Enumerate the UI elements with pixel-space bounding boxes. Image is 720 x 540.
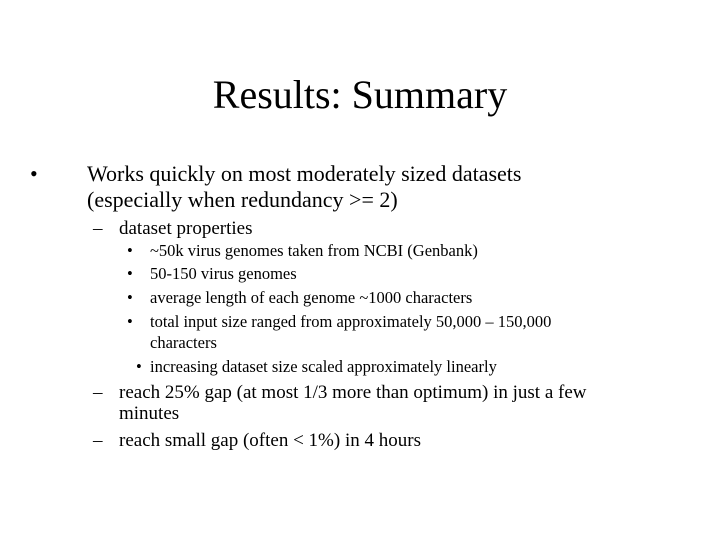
bullet-text: (especially when redundancy >= 2) [87,187,398,212]
bullet-icon: • [30,161,38,186]
bullet-icon: • [127,312,133,331]
sub-bullet-text: minutes [119,403,180,424]
property-item: ~50k virus genomes taken from NCBI (Genbank) [150,241,478,260]
dash-icon: – [93,382,103,403]
bullet-icon: • [127,288,133,307]
property-item-continued: characters [150,333,217,352]
property-item: average length of each genome ~1000 characters [150,288,473,307]
bullet-icon: • [136,357,142,376]
dash-icon: – [93,430,103,451]
bullet-icon: • [127,241,133,260]
dash-icon: – [93,218,103,239]
property-item: 50-150 virus genomes [150,264,297,283]
bullet-text: Works quickly on most moderately sized datasets [87,161,522,186]
property-item: increasing dataset size scaled approximately linearly [150,357,497,376]
sub-bullet-text: reach small gap (often < 1%) in 4 hours [119,430,421,451]
bullet-icon: • [127,264,133,283]
slide-title: Results: Summary [212,72,508,117]
property-item: total input size ranged from approximately 50,000 – 150,000 [150,312,552,331]
sub-bullet-text: reach 25% gap (at most 1/3 more than optimum) in just a few [119,382,587,403]
sub-bullet-text: dataset properties [119,218,253,239]
